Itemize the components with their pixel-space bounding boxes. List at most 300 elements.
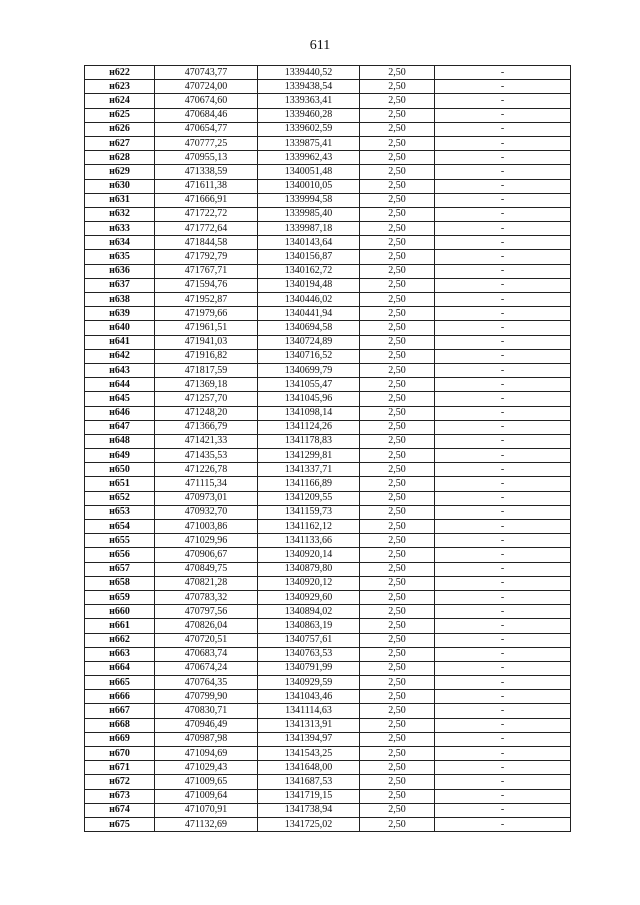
y-coordinate-cell: 1340694,58 (258, 321, 360, 335)
x-coordinate-cell: 470674,24 (155, 661, 258, 675)
description-cell: - (435, 179, 571, 193)
point-id-cell: н655 (85, 534, 155, 548)
point-id-cell: н641 (85, 335, 155, 349)
x-coordinate-cell: 471421,33 (155, 434, 258, 448)
description-cell: - (435, 661, 571, 675)
y-coordinate-cell: 1341159,73 (258, 505, 360, 519)
x-coordinate-cell: 471767,71 (155, 264, 258, 278)
table-row (85, 761, 571, 775)
x-coordinate-cell: 470777,25 (155, 136, 258, 150)
accuracy-cell: 2,50 (360, 66, 435, 80)
x-coordinate-cell: 471338,59 (155, 165, 258, 179)
point-id-cell: н675 (85, 817, 155, 831)
y-coordinate-cell: 1341124,26 (258, 420, 360, 434)
y-coordinate-cell: 1340143,64 (258, 236, 360, 250)
y-coordinate-cell: 1340894,02 (258, 605, 360, 619)
table-row (85, 803, 571, 817)
table-row (85, 817, 571, 831)
table-row (85, 335, 571, 349)
description-cell: - (435, 122, 571, 136)
accuracy-cell: 2,50 (360, 278, 435, 292)
table-row (85, 392, 571, 406)
table-row (85, 406, 571, 420)
description-cell: - (435, 236, 571, 250)
table-row (85, 789, 571, 803)
accuracy-cell: 2,50 (360, 293, 435, 307)
accuracy-cell: 2,50 (360, 321, 435, 335)
x-coordinate-cell: 470783,32 (155, 590, 258, 604)
description-cell: - (435, 349, 571, 363)
description-cell: - (435, 477, 571, 491)
x-coordinate-cell: 471070,91 (155, 803, 258, 817)
description-cell: - (435, 293, 571, 307)
point-id-cell: н662 (85, 633, 155, 647)
description-cell: - (435, 108, 571, 122)
x-coordinate-cell: 470826,04 (155, 619, 258, 633)
x-coordinate-cell: 471009,65 (155, 775, 258, 789)
point-id-cell: н663 (85, 647, 155, 661)
accuracy-cell: 2,50 (360, 406, 435, 420)
point-id-cell: н627 (85, 136, 155, 150)
accuracy-cell: 2,50 (360, 165, 435, 179)
accuracy-cell: 2,50 (360, 122, 435, 136)
point-id-cell: н645 (85, 392, 155, 406)
point-id-cell: н667 (85, 704, 155, 718)
table-row (85, 548, 571, 562)
description-cell: - (435, 534, 571, 548)
accuracy-cell: 2,50 (360, 562, 435, 576)
y-coordinate-cell: 1341114,63 (258, 704, 360, 718)
table-row (85, 250, 571, 264)
description-cell: - (435, 66, 571, 80)
point-id-cell: н650 (85, 463, 155, 477)
point-id-cell: н671 (85, 761, 155, 775)
table-row (85, 491, 571, 505)
description-cell: - (435, 633, 571, 647)
description-cell: - (435, 335, 571, 349)
description-cell: - (435, 406, 571, 420)
point-id-cell: н638 (85, 293, 155, 307)
y-coordinate-cell: 1340863,19 (258, 619, 360, 633)
y-coordinate-cell: 1340763,53 (258, 647, 360, 661)
description-cell: - (435, 165, 571, 179)
x-coordinate-cell: 470799,90 (155, 690, 258, 704)
y-coordinate-cell: 1341209,55 (258, 491, 360, 505)
x-coordinate-cell: 470830,71 (155, 704, 258, 718)
description-cell: - (435, 690, 571, 704)
description-cell: - (435, 307, 571, 321)
accuracy-cell: 2,50 (360, 661, 435, 675)
accuracy-cell: 2,50 (360, 690, 435, 704)
point-id-cell: н640 (85, 321, 155, 335)
x-coordinate-cell: 470821,28 (155, 576, 258, 590)
accuracy-cell: 2,50 (360, 108, 435, 122)
point-id-cell: н622 (85, 66, 155, 80)
table-row (85, 151, 571, 165)
point-id-cell: н647 (85, 420, 155, 434)
accuracy-cell: 2,50 (360, 80, 435, 94)
accuracy-cell: 2,50 (360, 179, 435, 193)
y-coordinate-cell: 1341394,97 (258, 732, 360, 746)
accuracy-cell: 2,50 (360, 151, 435, 165)
description-cell: - (435, 378, 571, 392)
point-id-cell: н666 (85, 690, 155, 704)
table-row (85, 534, 571, 548)
x-coordinate-cell: 470674,60 (155, 94, 258, 108)
accuracy-cell: 2,50 (360, 434, 435, 448)
point-id-cell: н634 (85, 236, 155, 250)
table-row (85, 349, 571, 363)
y-coordinate-cell: 1341687,53 (258, 775, 360, 789)
description-cell: - (435, 193, 571, 207)
accuracy-cell: 2,50 (360, 349, 435, 363)
x-coordinate-cell: 471594,76 (155, 278, 258, 292)
accuracy-cell: 2,50 (360, 491, 435, 505)
table-row (85, 562, 571, 576)
table-row (85, 690, 571, 704)
table-row (85, 633, 571, 647)
description-cell: - (435, 562, 571, 576)
point-id-cell: н658 (85, 576, 155, 590)
accuracy-cell: 2,50 (360, 94, 435, 108)
table-row (85, 222, 571, 236)
point-id-cell: н642 (85, 349, 155, 363)
description-cell: - (435, 803, 571, 817)
x-coordinate-cell: 470987,98 (155, 732, 258, 746)
point-id-cell: н629 (85, 165, 155, 179)
x-coordinate-cell: 471094,69 (155, 747, 258, 761)
description-cell: - (435, 321, 571, 335)
description-cell: - (435, 647, 571, 661)
description-cell: - (435, 491, 571, 505)
table-row (85, 179, 571, 193)
table-row (85, 775, 571, 789)
y-coordinate-cell: 1340716,52 (258, 349, 360, 363)
accuracy-cell: 2,50 (360, 136, 435, 150)
y-coordinate-cell: 1341098,14 (258, 406, 360, 420)
table-row (85, 676, 571, 690)
x-coordinate-cell: 471961,51 (155, 321, 258, 335)
point-id-cell: н626 (85, 122, 155, 136)
accuracy-cell: 2,50 (360, 732, 435, 746)
y-coordinate-cell: 1340162,72 (258, 264, 360, 278)
x-coordinate-cell: 471792,79 (155, 250, 258, 264)
description-cell: - (435, 363, 571, 377)
description-cell: - (435, 789, 571, 803)
table-row (85, 321, 571, 335)
accuracy-cell: 2,50 (360, 250, 435, 264)
point-id-cell: н656 (85, 548, 155, 562)
table-row (85, 661, 571, 675)
table-row (85, 747, 571, 761)
accuracy-cell: 2,50 (360, 363, 435, 377)
x-coordinate-cell: 471132,69 (155, 817, 258, 831)
y-coordinate-cell: 1341043,46 (258, 690, 360, 704)
accuracy-cell: 2,50 (360, 548, 435, 562)
accuracy-cell: 2,50 (360, 222, 435, 236)
y-coordinate-cell: 1339875,41 (258, 136, 360, 150)
accuracy-cell: 2,50 (360, 207, 435, 221)
table-row (85, 647, 571, 661)
accuracy-cell: 2,50 (360, 236, 435, 250)
y-coordinate-cell: 1339460,28 (258, 108, 360, 122)
description-cell: - (435, 80, 571, 94)
table-row (85, 80, 571, 94)
y-coordinate-cell: 1341725,02 (258, 817, 360, 831)
point-id-cell: н674 (85, 803, 155, 817)
point-id-cell: н652 (85, 491, 155, 505)
accuracy-cell: 2,50 (360, 520, 435, 534)
table-row (85, 718, 571, 732)
table-row (85, 293, 571, 307)
accuracy-cell: 2,50 (360, 378, 435, 392)
point-id-cell: н646 (85, 406, 155, 420)
accuracy-cell: 2,50 (360, 463, 435, 477)
x-coordinate-cell: 470932,70 (155, 505, 258, 519)
y-coordinate-cell: 1340757,61 (258, 633, 360, 647)
y-coordinate-cell: 1340699,79 (258, 363, 360, 377)
point-id-cell: н625 (85, 108, 155, 122)
point-id-cell: н635 (85, 250, 155, 264)
accuracy-cell: 2,50 (360, 590, 435, 604)
x-coordinate-cell: 471226,78 (155, 463, 258, 477)
accuracy-cell: 2,50 (360, 193, 435, 207)
x-coordinate-cell: 471003,86 (155, 520, 258, 534)
x-coordinate-cell: 471366,79 (155, 420, 258, 434)
point-id-cell: н632 (85, 207, 155, 221)
y-coordinate-cell: 1341178,83 (258, 434, 360, 448)
y-coordinate-cell: 1339363,41 (258, 94, 360, 108)
table-row (85, 207, 571, 221)
accuracy-cell: 2,50 (360, 576, 435, 590)
table-row (85, 449, 571, 463)
accuracy-cell: 2,50 (360, 633, 435, 647)
y-coordinate-cell: 1340920,12 (258, 576, 360, 590)
x-coordinate-cell: 471115,34 (155, 477, 258, 491)
table-row (85, 732, 571, 746)
y-coordinate-cell: 1339985,40 (258, 207, 360, 221)
y-coordinate-cell: 1340446,02 (258, 293, 360, 307)
point-id-cell: н644 (85, 378, 155, 392)
table-row (85, 434, 571, 448)
y-coordinate-cell: 1340791,99 (258, 661, 360, 675)
accuracy-cell: 2,50 (360, 803, 435, 817)
x-coordinate-cell: 471952,87 (155, 293, 258, 307)
x-coordinate-cell: 471029,96 (155, 534, 258, 548)
accuracy-cell: 2,50 (360, 505, 435, 519)
y-coordinate-cell: 1339602,59 (258, 122, 360, 136)
y-coordinate-cell: 1340441,94 (258, 307, 360, 321)
table-row (85, 576, 571, 590)
table-row (85, 619, 571, 633)
description-cell: - (435, 278, 571, 292)
accuracy-cell: 2,50 (360, 761, 435, 775)
x-coordinate-cell: 471817,59 (155, 363, 258, 377)
coordinates-table-body (85, 66, 571, 832)
x-coordinate-cell: 470683,74 (155, 647, 258, 661)
y-coordinate-cell: 1339438,54 (258, 80, 360, 94)
x-coordinate-cell: 471916,82 (155, 349, 258, 363)
table-row (85, 136, 571, 150)
table-row (85, 363, 571, 377)
accuracy-cell: 2,50 (360, 747, 435, 761)
table-row (85, 477, 571, 491)
description-cell: - (435, 264, 571, 278)
table-row (85, 236, 571, 250)
accuracy-cell: 2,50 (360, 477, 435, 491)
accuracy-cell: 2,50 (360, 775, 435, 789)
y-coordinate-cell: 1341543,25 (258, 747, 360, 761)
y-coordinate-cell: 1341133,66 (258, 534, 360, 548)
y-coordinate-cell: 1339994,58 (258, 193, 360, 207)
x-coordinate-cell: 471435,53 (155, 449, 258, 463)
accuracy-cell: 2,50 (360, 420, 435, 434)
table-row (85, 590, 571, 604)
x-coordinate-cell: 471722,72 (155, 207, 258, 221)
y-coordinate-cell: 1341719,15 (258, 789, 360, 803)
coordinates-table (84, 65, 571, 832)
accuracy-cell: 2,50 (360, 605, 435, 619)
point-id-cell: н672 (85, 775, 155, 789)
x-coordinate-cell: 471257,70 (155, 392, 258, 406)
y-coordinate-cell: 1339440,52 (258, 66, 360, 80)
description-cell: - (435, 718, 571, 732)
table-row (85, 193, 571, 207)
description-cell: - (435, 505, 571, 519)
table-row (85, 605, 571, 619)
description-cell: - (435, 576, 571, 590)
point-id-cell: н654 (85, 520, 155, 534)
accuracy-cell: 2,50 (360, 264, 435, 278)
accuracy-cell: 2,50 (360, 619, 435, 633)
accuracy-cell: 2,50 (360, 718, 435, 732)
x-coordinate-cell: 471009,64 (155, 789, 258, 803)
x-coordinate-cell: 471369,18 (155, 378, 258, 392)
table-row (85, 278, 571, 292)
accuracy-cell: 2,50 (360, 335, 435, 349)
description-cell: - (435, 151, 571, 165)
description-cell: - (435, 747, 571, 761)
point-id-cell: н665 (85, 676, 155, 690)
table-row (85, 94, 571, 108)
table-row (85, 122, 571, 136)
description-cell: - (435, 420, 571, 434)
description-cell: - (435, 392, 571, 406)
table-row (85, 165, 571, 179)
point-id-cell: н630 (85, 179, 155, 193)
point-id-cell: н639 (85, 307, 155, 321)
point-id-cell: н659 (85, 590, 155, 604)
x-coordinate-cell: 470973,01 (155, 491, 258, 505)
y-coordinate-cell: 1341337,71 (258, 463, 360, 477)
x-coordinate-cell: 471611,38 (155, 179, 258, 193)
description-cell: - (435, 548, 571, 562)
y-coordinate-cell: 1340879,80 (258, 562, 360, 576)
x-coordinate-cell: 470946,49 (155, 718, 258, 732)
x-coordinate-cell: 471029,43 (155, 761, 258, 775)
point-id-cell: н653 (85, 505, 155, 519)
description-cell: - (435, 136, 571, 150)
x-coordinate-cell: 471666,91 (155, 193, 258, 207)
y-coordinate-cell: 1341166,89 (258, 477, 360, 491)
y-coordinate-cell: 1341738,94 (258, 803, 360, 817)
x-coordinate-cell: 471941,03 (155, 335, 258, 349)
y-coordinate-cell: 1340724,89 (258, 335, 360, 349)
description-cell: - (435, 775, 571, 789)
y-coordinate-cell: 1340929,60 (258, 590, 360, 604)
point-id-cell: н651 (85, 477, 155, 491)
description-cell: - (435, 605, 571, 619)
y-coordinate-cell: 1341313,91 (258, 718, 360, 732)
description-cell: - (435, 619, 571, 633)
point-id-cell: н673 (85, 789, 155, 803)
description-cell: - (435, 434, 571, 448)
x-coordinate-cell: 470720,51 (155, 633, 258, 647)
y-coordinate-cell: 1341162,12 (258, 520, 360, 534)
y-coordinate-cell: 1340051,48 (258, 165, 360, 179)
point-id-cell: н669 (85, 732, 155, 746)
accuracy-cell: 2,50 (360, 676, 435, 690)
table-row (85, 66, 571, 80)
description-cell: - (435, 704, 571, 718)
description-cell: - (435, 94, 571, 108)
y-coordinate-cell: 1340194,48 (258, 278, 360, 292)
table-row (85, 264, 571, 278)
point-id-cell: н657 (85, 562, 155, 576)
y-coordinate-cell: 1340920,14 (258, 548, 360, 562)
y-coordinate-cell: 1340929,59 (258, 676, 360, 690)
description-cell: - (435, 207, 571, 221)
x-coordinate-cell: 470955,13 (155, 151, 258, 165)
x-coordinate-cell: 470906,67 (155, 548, 258, 562)
description-cell: - (435, 732, 571, 746)
table-row (85, 463, 571, 477)
x-coordinate-cell: 471844,58 (155, 236, 258, 250)
y-coordinate-cell: 1340010,05 (258, 179, 360, 193)
point-id-cell: н631 (85, 193, 155, 207)
point-id-cell: н670 (85, 747, 155, 761)
y-coordinate-cell: 1341045,96 (258, 392, 360, 406)
x-coordinate-cell: 470764,35 (155, 676, 258, 690)
x-coordinate-cell: 470849,75 (155, 562, 258, 576)
description-cell: - (435, 463, 571, 477)
description-cell: - (435, 222, 571, 236)
y-coordinate-cell: 1339987,18 (258, 222, 360, 236)
y-coordinate-cell: 1341648,00 (258, 761, 360, 775)
x-coordinate-cell: 470743,77 (155, 66, 258, 80)
accuracy-cell: 2,50 (360, 392, 435, 406)
point-id-cell: н637 (85, 278, 155, 292)
point-id-cell: н668 (85, 718, 155, 732)
accuracy-cell: 2,50 (360, 817, 435, 831)
description-cell: - (435, 520, 571, 534)
x-coordinate-cell: 470724,00 (155, 80, 258, 94)
description-cell: - (435, 590, 571, 604)
description-cell: - (435, 676, 571, 690)
accuracy-cell: 2,50 (360, 534, 435, 548)
point-id-cell: н624 (85, 94, 155, 108)
x-coordinate-cell: 471772,64 (155, 222, 258, 236)
table-row (85, 520, 571, 534)
x-coordinate-cell: 470654,77 (155, 122, 258, 136)
y-coordinate-cell: 1339962,43 (258, 151, 360, 165)
point-id-cell: н661 (85, 619, 155, 633)
point-id-cell: н660 (85, 605, 155, 619)
point-id-cell: н633 (85, 222, 155, 236)
page-number: 611 (309, 38, 331, 53)
description-cell: - (435, 761, 571, 775)
table-row (85, 704, 571, 718)
